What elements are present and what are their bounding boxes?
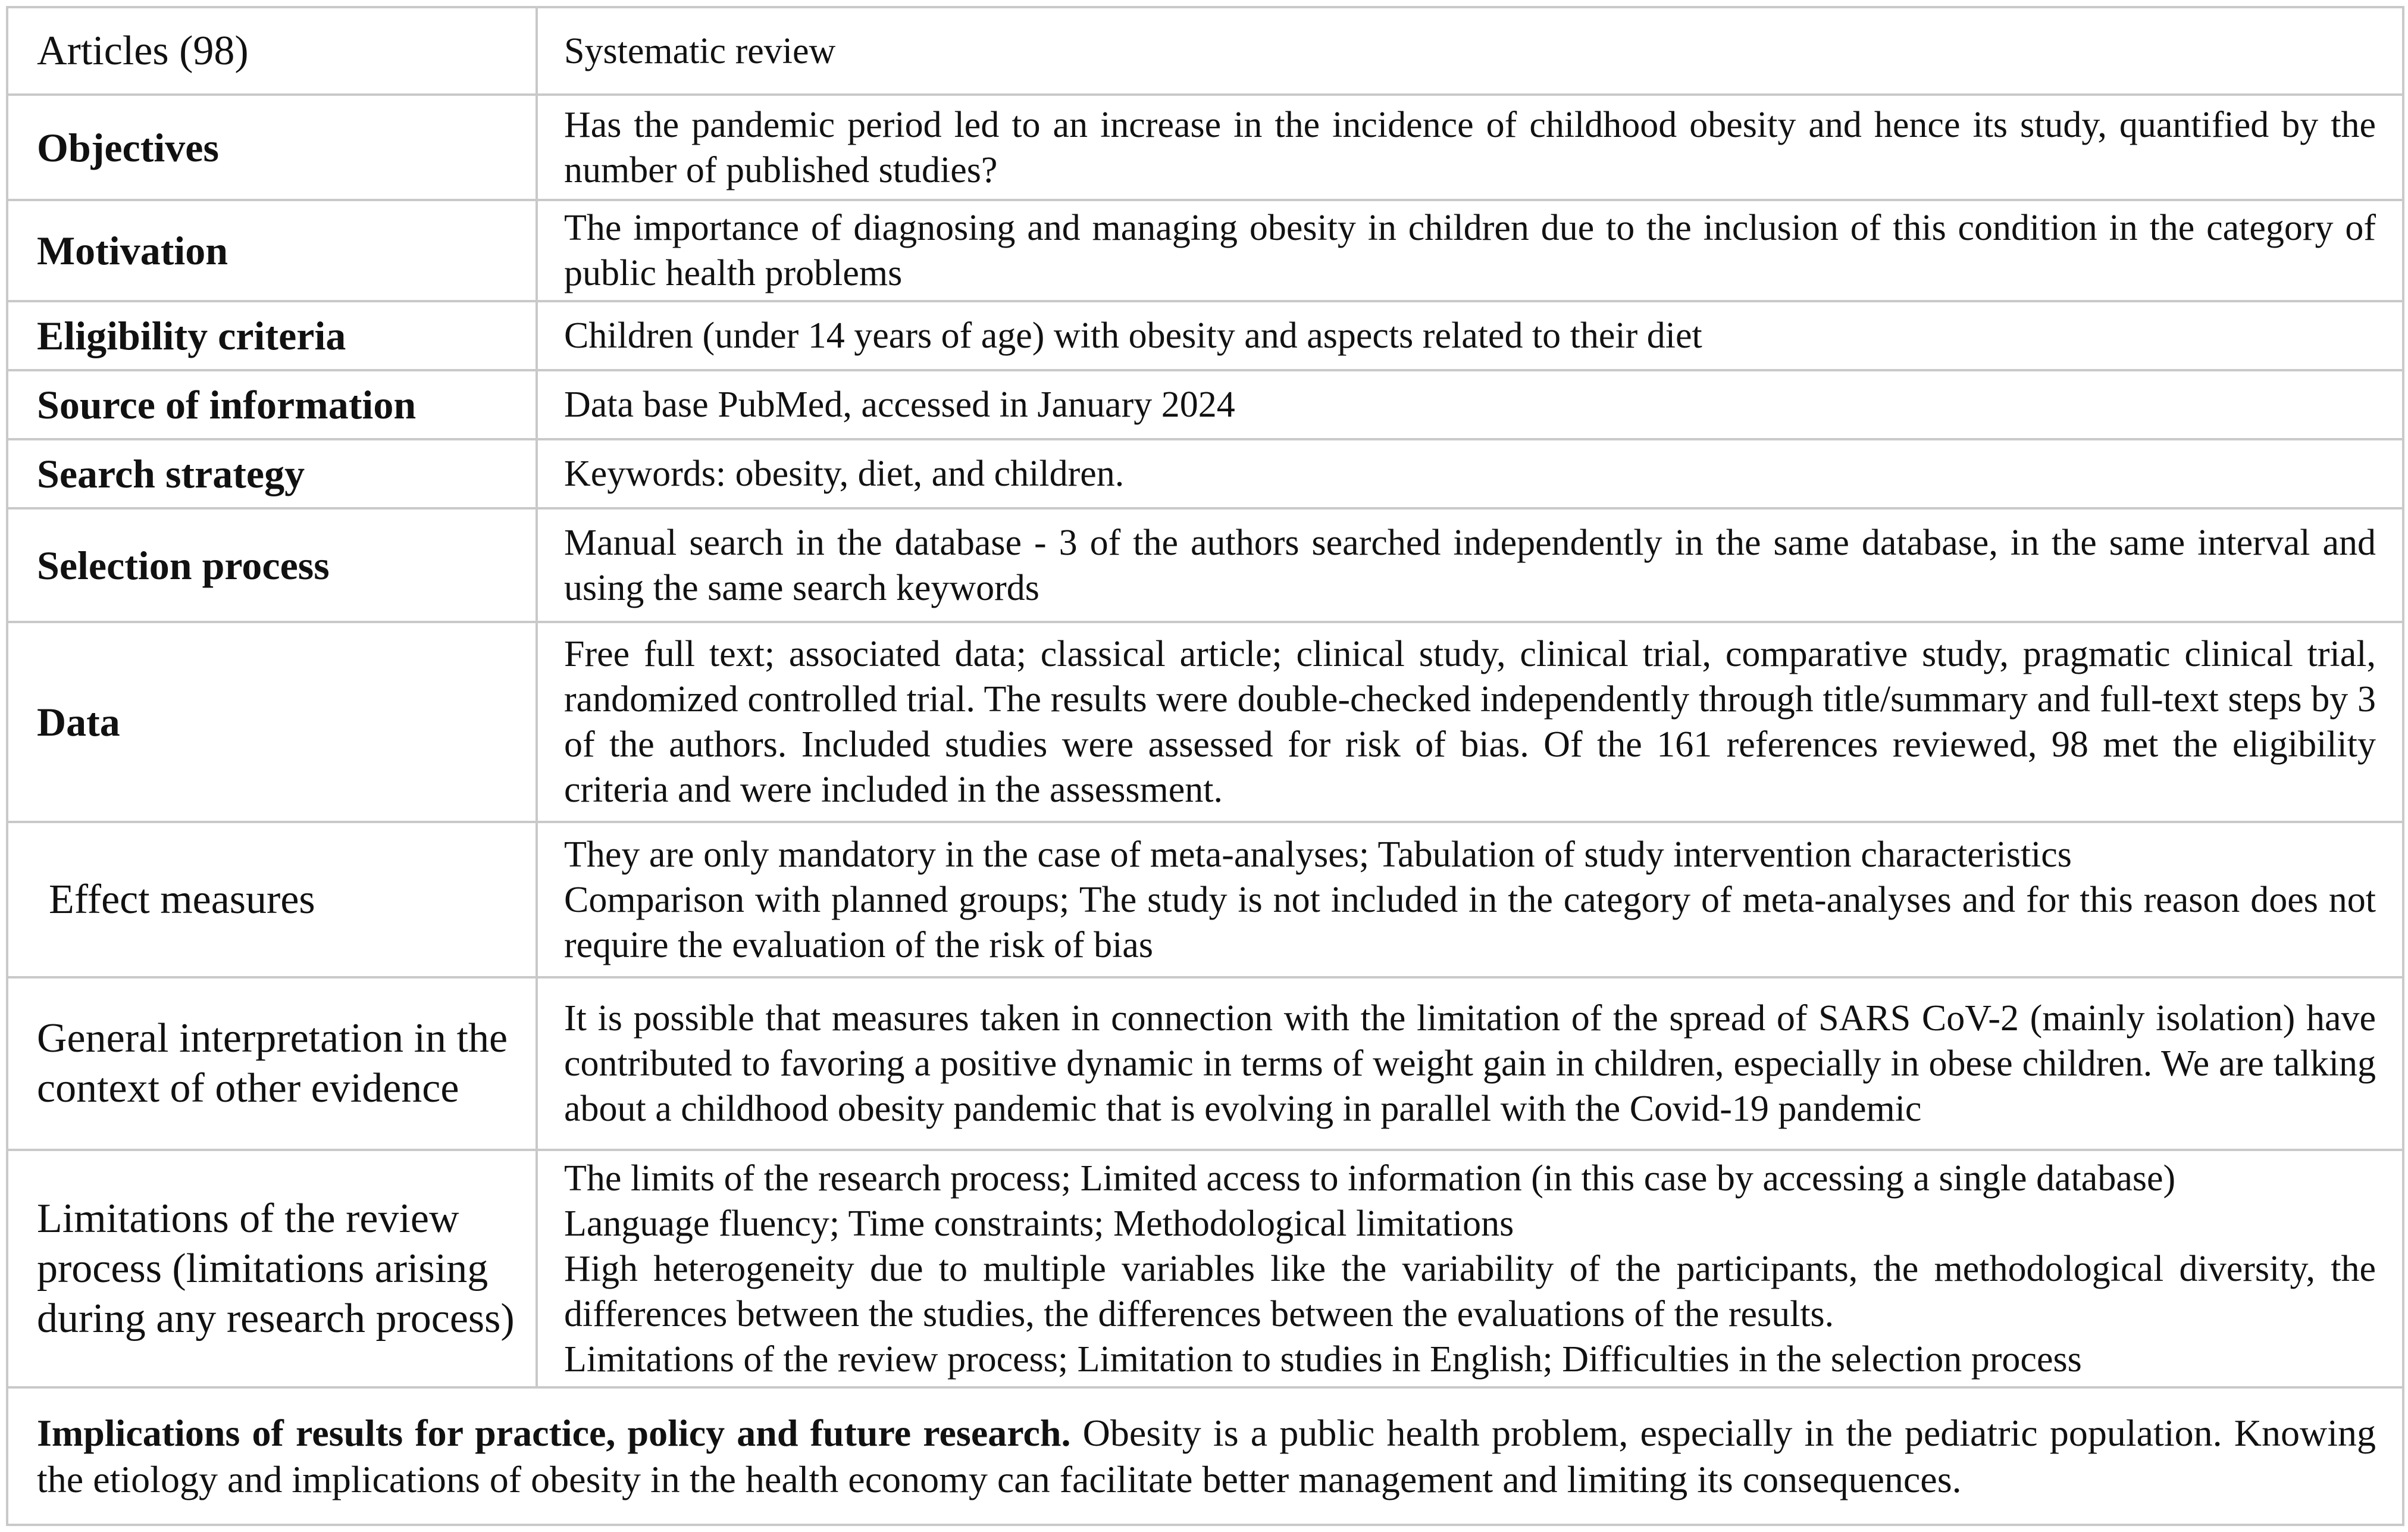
table-row-objectives xyxy=(7,95,2403,200)
row-label: Limitations of the review process (limitations arising during any research process) xyxy=(7,1150,537,1387)
row-content xyxy=(537,1150,2403,1387)
row-content xyxy=(537,822,2403,977)
table-footer-row xyxy=(7,1387,2403,1525)
table-row-general-interpretation xyxy=(7,977,2403,1150)
row-content xyxy=(537,95,2403,200)
table-row-effect-measures xyxy=(7,822,2403,977)
row-content xyxy=(537,977,2403,1150)
content-line: They are only mandatory in the case of meta-analyses; Tabulation of study intervention characteristics xyxy=(564,834,2072,875)
row-label: Objectives xyxy=(7,95,537,200)
row-label: General interpretation in the context of other evidence xyxy=(7,977,537,1150)
systematic-review-table xyxy=(6,6,2404,1526)
content-line: Free full text; associated data; classical article; clinical study, clinical trial, comparative study, pragmatic clinical trial, randomized controlled trial. The results were double-checked independently through title/summary and full-text steps by 3 of the authors. Included studies were assessed for risk of bias. Of the 161 references reviewed, 98 met the eligibility criteria and were included in the assessment. xyxy=(564,634,2376,810)
content-line: Children (under 14 years of age) with obesity and aspects related to their diet xyxy=(564,315,1702,356)
content-line: Comparison with planned groups; The study is not included in the category of meta-analyses and for this reason does not require the evaluation of the risk of bias xyxy=(564,879,2376,965)
header-value: Systematic review xyxy=(537,7,2403,95)
table-row-motivation xyxy=(7,200,2403,301)
content-line: Limitations of the review process; Limitation to studies in English; Difficulties in the selection process xyxy=(564,1339,2082,1380)
row-content xyxy=(537,508,2403,622)
row-content xyxy=(537,301,2403,370)
content-line: The limits of the research process; Limited access to information (in this case by accessing a single database) xyxy=(564,1158,2176,1199)
row-label: Selection process xyxy=(7,508,537,622)
row-label: Source of information xyxy=(7,370,537,439)
row-label: Effect measures xyxy=(7,822,537,977)
table-row-data xyxy=(7,622,2403,822)
content-line: Data base PubMed, accessed in January 2024 xyxy=(564,384,1235,425)
content-line: Manual search in the database - 3 of the authors searched independently in the same database, in the same interval and using the same search keywords xyxy=(564,522,2376,608)
content-line: The importance of diagnosing and managing obesity in children due to the inclusion of this condition in the category of public health problems xyxy=(564,208,2376,293)
table-header-row xyxy=(7,7,2403,95)
header-label: Articles (98) xyxy=(7,7,537,95)
content-line: Language fluency; Time constraints; Methodological limitations xyxy=(564,1203,1514,1244)
row-content xyxy=(537,622,2403,822)
content-line: High heterogeneity due to multiple variables like the variability of the participants, the methodological diversity, the differences between the studies, the differences between the evaluations of the results. xyxy=(564,1248,2376,1334)
row-label: Data xyxy=(7,622,537,822)
content-line: It is possible that measures taken in connection with the limitation of the spread of SARS CoV-2 (mainly isolation) have contributed to favoring a positive dynamic in terms of weight gain in children, especially in obese children. We are talking about a childhood obesity pandemic that is evolving in parallel with the Covid-19 pandemic xyxy=(564,998,2376,1129)
table-row-limitations xyxy=(7,1150,2403,1387)
row-label: Motivation xyxy=(7,200,537,301)
row-content xyxy=(537,439,2403,508)
row-content xyxy=(537,370,2403,439)
row-label: Search strategy xyxy=(7,439,537,508)
footer-cell xyxy=(7,1387,2403,1525)
table-row-search-strategy xyxy=(7,439,2403,508)
table-row-selection-process xyxy=(7,508,2403,622)
footer-text: Obesity is a public health problem, especially in the pediatric population. Knowing the etiology and implications of obesity in the health economy can facilitate better management and limiting its consequences. xyxy=(37,1411,2376,1500)
content-line: Has the pandemic period led to an increase in the incidence of childhood obesity and hence its study, quantified by the number of published studies? xyxy=(564,104,2376,190)
table-row-source-of-information xyxy=(7,370,2403,439)
footer-lead: Implications of results for practice, policy and future research. xyxy=(37,1411,1071,1454)
content-line: Keywords: obesity, diet, and children. xyxy=(564,454,1125,494)
row-label: Eligibility criteria xyxy=(7,301,537,370)
table-row-eligibility-criteria xyxy=(7,301,2403,370)
row-content xyxy=(537,200,2403,301)
